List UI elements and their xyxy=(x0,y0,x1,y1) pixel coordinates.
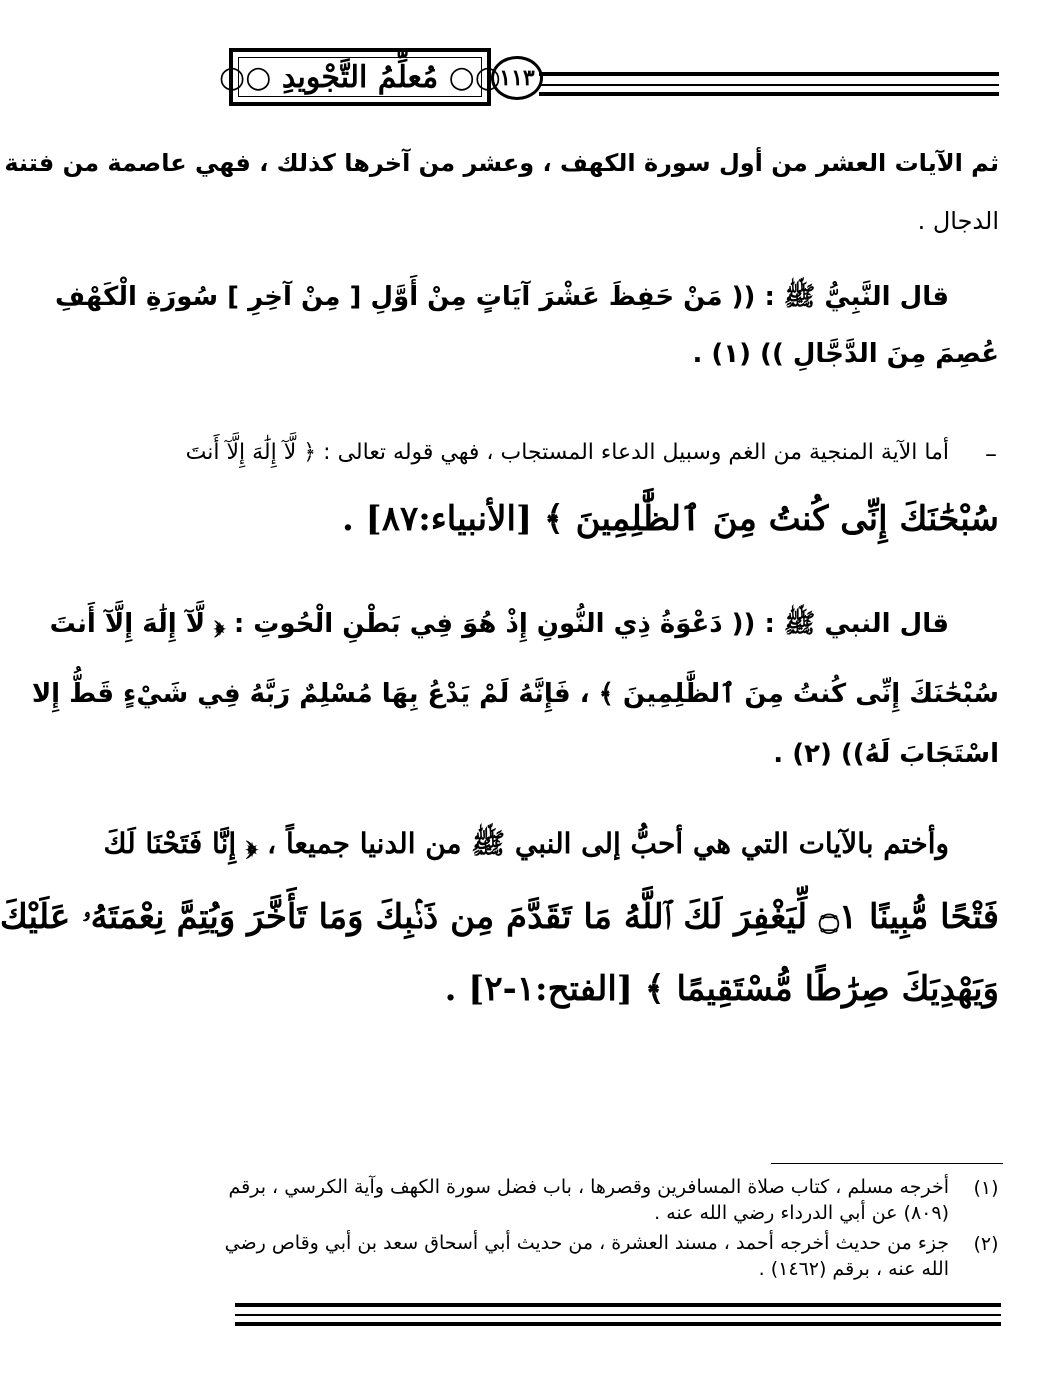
header-rule-thin xyxy=(539,84,999,86)
footer-rule-thick xyxy=(235,1303,1001,1307)
footnote-1-line-1: أخرجه مسلم ، كتاب صلاة المسافرين وقصرها ، باب فضل سورة الكهف وآية الكرسي ، برقم xyxy=(228,1176,949,1198)
footnote-1-number: (١) xyxy=(973,1177,999,1199)
quran-verse-fath-1: فَتْحًا مُّبِينًا ۝١ لِّيَغْفِرَ لَكَ ٱللَّهُ مَا تَقَدَّمَ مِن ذَنۢبِكَ وَمَا تَأَخَّرَ وَيُتِمَّ نِعْمَتَهُۥ عَلَيْكَ xyxy=(0,897,999,937)
footer-rule-thin xyxy=(235,1314,1001,1316)
list-dash: – xyxy=(985,440,997,468)
quran-verse-fath-2: وَيَهْدِيَكَ صِرَٰطًا مُّسْتَقِيمًا ﴾ [الفتح:١-٢] . xyxy=(444,969,999,1009)
footnote-2-line-1: جزء من حديث أخرجه أحمد ، مسند العشرة ، من حديث أبي أسحاق سعد بن أبي وقاص رضي xyxy=(224,1232,949,1254)
hadith-2-line-3: اسْتَجَابَ لَهُ)) (٢) . xyxy=(773,739,999,769)
paragraph-5-line-1: وأختم بالآيات التي هي أحبُّ إلى النبي ﷺ من الدنيا جميعاً ، ﴿ إِنَّا فَتَحْنَا لَكَ xyxy=(103,827,949,860)
book-title: ○○ مُعلِّمُ التَّجْويدِ ○○ xyxy=(238,57,482,97)
footnote-2-number: (٢) xyxy=(973,1233,999,1255)
footer-rule-thick-2 xyxy=(235,1322,1001,1326)
paragraph-3-line-1: أما الآية المنجية من الغم وسبيل الدعاء المستجاب ، فهي قوله تعالى : ﴿ لَّآ إِلَٰهَ إِلَّآ أَنتَ xyxy=(185,440,949,465)
header-rule-thick-2 xyxy=(539,92,999,96)
hadith-1-line-2: عُصِمَ مِنَ الدَّجَّالِ )) (١) . xyxy=(692,339,999,369)
quran-verse-anbiya: سُبْحَٰنَكَ إِنِّى كُنتُ مِنَ ٱلظَّٰلِمِينَ ﴾ [الأنبياء:٨٧] . xyxy=(341,499,999,539)
paragraph-1-line-1: ثم الآيات العشر من أول سورة الكهف ، وعشر من آخرها كذلك ، فهي عاصمة من فتنة xyxy=(4,149,999,177)
footnote-1-line-2: (٨٠٩) عن أبي الدرداء رضي الله عنه . xyxy=(654,1202,949,1224)
hadith-2-line-1: قال النبي ﷺ : (( دَعْوَةُ ذِي النُّونِ إِذْ هُوَ فِي بَطْنِ الْحُوتِ : ﴿ لَّآ إِلَٰهَ إِلَّآ أَنتَ xyxy=(49,609,949,639)
footnote-separator xyxy=(771,1163,1003,1164)
hadith-2-line-2: سُبْحَٰنَكَ إِنِّى كُنتُ مِنَ ٱلظَّٰلِمِينَ ﴾ ، فَإِنَّهُ لَمْ يَدْعُ بِهَا مُسْلِمٌ رَبَّهُ فِي شَيْءٍ قَطُّ إِلا xyxy=(31,679,999,709)
header-title-frame xyxy=(219,48,501,106)
footnote-2-line-2: الله عنه ، برقم (١٤٦٢) . xyxy=(758,1258,949,1280)
paragraph-1-line-2: الدجال . xyxy=(917,207,999,235)
header-rule-thick xyxy=(539,72,999,76)
hadith-1-line-1: قال النَّبِيُّ ﷺ : (( مَنْ حَفِظَ عَشْرَ آيَاتٍ مِنْ أَوَّلِ [ مِنْ آخِرِ ] سُورَةِ الْكَهْفِ xyxy=(54,282,949,312)
page-number: ١١٣ xyxy=(491,56,543,100)
